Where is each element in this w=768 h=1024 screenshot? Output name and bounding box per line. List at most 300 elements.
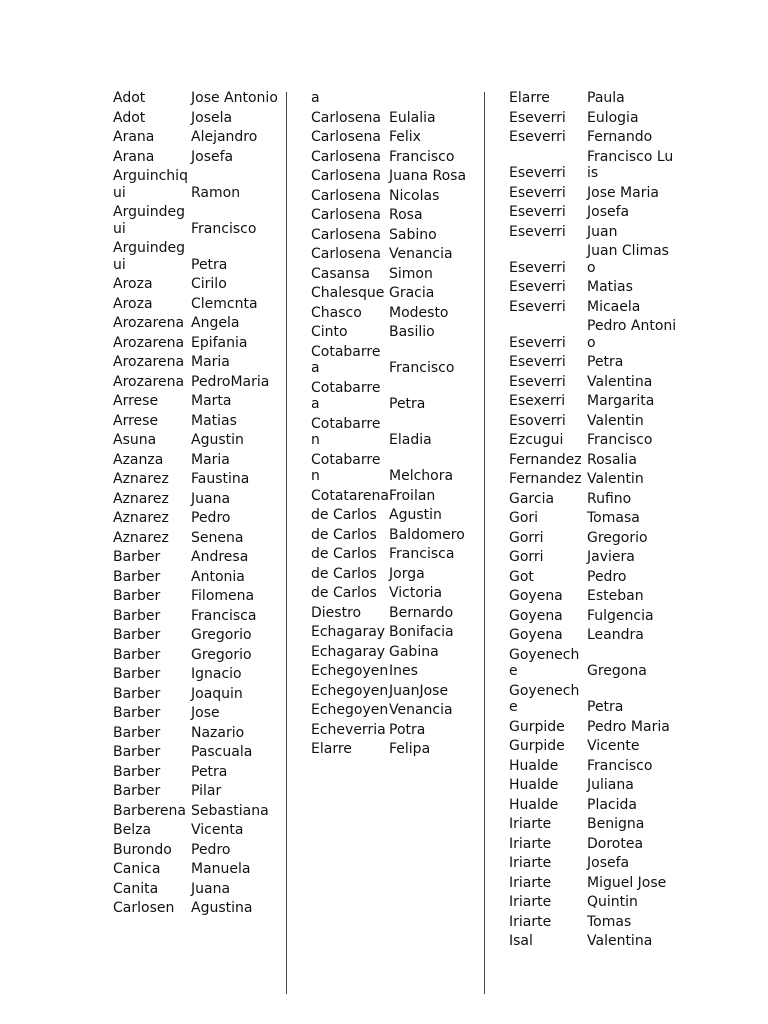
name-entry (113, 240, 281, 273)
surname: Iriarte (509, 894, 552, 910)
given-name: Dorotea (587, 835, 644, 852)
given-name: Gregorio (191, 627, 252, 643)
name-entry (311, 644, 479, 661)
given-name: Petra (191, 763, 228, 780)
given-name: Joaquin (191, 685, 243, 702)
name-column-1 (113, 90, 281, 917)
name-entry (113, 452, 281, 469)
name-entry (113, 393, 281, 410)
surname: Goyena (509, 627, 563, 643)
name-entry (509, 647, 677, 680)
name-entry (311, 452, 479, 485)
column-divider-2 (484, 92, 485, 994)
given-name: Valentin (587, 471, 644, 487)
surname: Carlosena (311, 207, 381, 223)
name-column-2 (311, 90, 479, 758)
given-name: Epifania (191, 334, 248, 351)
given-name: Fulgencia (587, 607, 654, 624)
given-name: Francisca (191, 607, 257, 624)
name-entry (113, 764, 281, 781)
name-entry (113, 861, 281, 878)
surname: Eseverri (509, 204, 566, 220)
name-entry (113, 110, 281, 127)
surname: Gori (509, 510, 539, 526)
name-entry (509, 875, 677, 892)
given-name: Valentina (587, 933, 653, 949)
surname: Barber (113, 549, 161, 565)
surname: Gorri (509, 549, 544, 565)
name-entry (113, 315, 281, 332)
surname: Carlosena (311, 246, 381, 262)
surname: Gurpide (509, 738, 565, 754)
surname: Carlosena (311, 109, 381, 126)
name-entry (113, 491, 281, 508)
name-entry (113, 530, 281, 547)
name-entry (509, 471, 677, 488)
surname: Echegoyen (311, 702, 389, 718)
surname: Gorri (509, 529, 544, 546)
given-name: Filomena (191, 588, 255, 604)
given-name: Sebastiana (191, 802, 269, 819)
surname: Arozarena (113, 373, 185, 390)
name-entry (113, 510, 281, 527)
given-name: Vicente (587, 738, 640, 754)
given-name: Pedro Maria (587, 718, 670, 735)
given-name: Agustin (191, 432, 244, 448)
surname: de Carlos (311, 546, 377, 562)
name-entry (113, 900, 281, 917)
given-name: Matias (191, 412, 237, 429)
surname: Goyena (509, 607, 563, 624)
surname: Barber (113, 705, 161, 721)
given-name: Petra (587, 699, 624, 715)
name-entry (509, 149, 677, 182)
name-entry (311, 305, 479, 322)
given-name: Jorga (389, 565, 425, 582)
name-entry (509, 683, 677, 716)
surname: de Carlos (311, 526, 377, 543)
name-entry (113, 335, 281, 352)
name-entry (509, 224, 677, 241)
surname: Eseverri (509, 184, 566, 201)
surname: Aznarez (113, 471, 169, 487)
surname: Goyena (509, 588, 563, 604)
given-name: Gregona (587, 663, 647, 679)
surname: Aroza (113, 295, 153, 312)
name-entry (311, 624, 479, 641)
name-entry (509, 758, 677, 775)
name-entry (113, 647, 281, 664)
name-entry (311, 266, 479, 283)
given-name: Micaela (587, 298, 641, 315)
given-name: Maria (191, 451, 230, 468)
name-entry (311, 741, 479, 758)
surname: Diestro (311, 604, 362, 621)
name-entry (113, 569, 281, 586)
given-name: Pilar (191, 783, 222, 799)
given-name: Margarita (587, 393, 655, 409)
surname: Cotabarrea (311, 343, 381, 376)
name-entry (509, 569, 677, 586)
name-entry (509, 738, 677, 755)
name-entry (113, 149, 281, 166)
name-entry (311, 566, 479, 583)
surname: Arguinchiqui (113, 168, 188, 201)
surname: Iriarte (509, 835, 552, 852)
surname: Arrese (113, 412, 159, 429)
given-name: Petra (587, 354, 624, 370)
given-name: Gabina (389, 643, 439, 660)
name-entry (113, 705, 281, 722)
surname: Goyeneche (509, 646, 580, 679)
name-entry (113, 354, 281, 371)
surname: Asuna (113, 432, 157, 448)
name-entry (113, 90, 281, 107)
given-name: Juana Rosa (389, 168, 467, 184)
name-entry (311, 380, 479, 413)
name-entry (113, 881, 281, 898)
name-entry (509, 510, 677, 527)
name-entry (509, 318, 677, 351)
name-entry (113, 168, 281, 201)
name-entry (113, 686, 281, 703)
given-name: Vicenta (191, 822, 244, 838)
given-name: Basilio (389, 324, 435, 340)
surname: Barber (113, 685, 161, 702)
surname: Aznarez (113, 510, 169, 526)
given-name: Esteban (587, 588, 644, 604)
given-name: Clemcnta (191, 295, 258, 312)
name-entry (113, 204, 281, 237)
given-name: Valentin (587, 412, 644, 429)
name-entry (509, 627, 677, 644)
surname: Barberena (113, 802, 186, 819)
name-entry (113, 842, 281, 859)
given-name: Antonia (191, 568, 245, 585)
surname: Cotabarrea (311, 379, 381, 412)
name-entry (113, 129, 281, 146)
surname: Chasco (311, 304, 362, 321)
name-entry (113, 471, 281, 488)
surname: Cotabarren (311, 451, 381, 484)
given-name: Miguel Jose (587, 874, 667, 891)
given-name: Juan Climaso (587, 243, 669, 276)
name-entry (311, 207, 479, 224)
surname: Barber (113, 568, 161, 585)
name-entry (509, 894, 677, 911)
name-entry (113, 666, 281, 683)
name-entry (509, 90, 677, 107)
surname: Ezcugui (509, 432, 564, 448)
surname: Casansa (311, 265, 370, 282)
given-name: Eulogia (587, 109, 639, 126)
given-name: Felix (389, 129, 421, 145)
given-name: Francisco Luis (587, 148, 674, 181)
given-name: Cirilo (191, 276, 227, 292)
surname: Echagaray (311, 624, 386, 640)
name-entry (311, 702, 479, 719)
surname: Barber (113, 588, 161, 604)
surname: Echegoyen (311, 663, 389, 679)
given-name: Rosalia (587, 451, 637, 468)
given-name: Bernardo (389, 604, 454, 621)
name-entry (113, 822, 281, 839)
given-name: Pedro (587, 568, 627, 585)
name-entry (311, 605, 479, 622)
given-name: Venancia (389, 246, 453, 262)
given-name: Ignacio (191, 666, 242, 682)
name-entry (311, 527, 479, 544)
surname: Iriarte (509, 913, 552, 930)
surname: Eseverri (509, 279, 566, 295)
surname: Arguindegui (113, 204, 185, 237)
name-entry (509, 204, 677, 221)
given-name: Jose Antonio (191, 90, 278, 106)
name-entry (311, 722, 479, 739)
surname: Cotatarena (311, 487, 389, 504)
given-name: Josela (191, 109, 233, 126)
surname: Fernandez (509, 471, 582, 487)
name-entry (509, 279, 677, 296)
given-name: Leandra (587, 627, 644, 643)
name-entry (311, 344, 479, 377)
given-name: Nazario (191, 724, 245, 741)
surname: Eseverri (509, 165, 566, 181)
surname: Eseverri (509, 109, 566, 126)
name-entry (311, 227, 479, 244)
name-entry (113, 725, 281, 742)
surname: Hualde (509, 757, 559, 774)
name-entry (311, 507, 479, 524)
given-name: Jose (191, 705, 220, 721)
name-entry (509, 413, 677, 430)
given-name: Senena (191, 529, 244, 546)
name-entry (509, 374, 677, 391)
given-name: Eulalia (389, 109, 436, 126)
surname: Aznarez (113, 490, 169, 507)
given-name: Benigna (587, 816, 645, 832)
surname: Eseverri (509, 334, 566, 351)
name-entry (509, 530, 677, 547)
surname: Elarre (509, 90, 550, 106)
name-entry (113, 276, 281, 293)
name-entry (509, 452, 677, 469)
name-entry (311, 663, 479, 680)
name-entry (509, 354, 677, 371)
given-name: Pascuala (191, 744, 253, 760)
given-name: Manuela (191, 861, 251, 877)
given-name: Fernando (587, 129, 653, 145)
given-name: Eladia (389, 432, 432, 448)
surname: Barber (113, 646, 161, 663)
given-name: Baldomero (389, 526, 465, 543)
name-entry (509, 549, 677, 566)
surname: Echagaray (311, 643, 386, 660)
given-name: Alejandro (191, 129, 258, 145)
name-entry (509, 243, 677, 276)
surname: Barber (113, 783, 161, 799)
given-name: Felipa (389, 741, 431, 757)
name-entry (311, 324, 479, 341)
surname: Cinto (311, 324, 348, 340)
surname: Isal (509, 933, 533, 949)
name-entry (509, 588, 677, 605)
given-name: Agustin (389, 507, 442, 523)
name-entry (113, 803, 281, 820)
given-name: Potra (389, 721, 426, 738)
surname: Arozarena (113, 315, 185, 331)
surname: Arozarena (113, 334, 185, 351)
surname: Arana (113, 129, 155, 145)
name-entry (113, 744, 281, 761)
given-name: Gregorio (587, 529, 648, 546)
given-name: Paula (587, 90, 625, 106)
surname: Burondo (113, 841, 172, 858)
surname: Arozarena (113, 354, 185, 370)
surname: de Carlos (311, 585, 377, 601)
given-name: Jose Maria (587, 184, 659, 201)
given-name: Francisco (191, 220, 257, 237)
given-name: Quintin (587, 894, 638, 910)
name-entry (311, 168, 479, 185)
surname: Eseverri (509, 223, 566, 240)
name-entry (311, 683, 479, 700)
surname: Barber (113, 607, 161, 624)
surname: Barber (113, 627, 161, 643)
given-name: Ramon (191, 184, 241, 201)
name-entry (509, 110, 677, 127)
surname: a (311, 90, 320, 106)
name-column-3 (509, 90, 677, 950)
given-name: Francisco (389, 148, 455, 165)
name-entry (509, 933, 677, 950)
name-entry (509, 393, 677, 410)
given-name: Juana (191, 880, 231, 897)
given-name: Placida (587, 796, 637, 813)
given-name: Rosa (389, 207, 423, 223)
surname: Carlosena (311, 129, 381, 145)
given-name: Javiera (587, 549, 635, 565)
given-name: Josefa (587, 855, 630, 871)
name-entry (113, 296, 281, 313)
given-name: Francisco (587, 757, 653, 774)
given-name: Francisca (389, 546, 455, 562)
given-name: Francisco (587, 432, 653, 448)
surname: Canita (113, 880, 159, 897)
name-entry (311, 546, 479, 563)
given-name: JuanJose (389, 682, 449, 699)
given-name: Petra (191, 256, 228, 273)
surname: Cotabarren (311, 415, 381, 448)
surname: Hualde (509, 777, 559, 793)
name-entry (113, 549, 281, 566)
surname: Esexerri (509, 393, 566, 409)
given-name: Angela (191, 315, 240, 331)
surname: Arana (113, 148, 155, 165)
name-entry (311, 110, 479, 127)
name-entry (311, 416, 479, 449)
given-name: Maria (191, 354, 230, 370)
given-name: Juliana (587, 777, 634, 793)
given-name: Valentina (587, 373, 653, 390)
given-name: Juan (587, 223, 618, 240)
given-name: Nicolas (389, 187, 440, 204)
name-entry (509, 816, 677, 833)
given-name: Pedro Antonio (587, 318, 677, 351)
surname: Canica (113, 861, 161, 877)
given-name: Simon (389, 265, 433, 282)
surname: de Carlos (311, 507, 377, 523)
surname: Carlosena (311, 187, 381, 204)
surname: Adot (113, 109, 146, 126)
given-name: Josefa (587, 204, 630, 220)
given-name: Gregorio (191, 646, 252, 663)
surname: Goyeneche (509, 682, 580, 715)
name-entry (113, 432, 281, 449)
name-entry (509, 299, 677, 316)
given-name: Sabino (389, 226, 437, 243)
name-entry (509, 129, 677, 146)
surname: Arrese (113, 393, 159, 409)
surname: Aznarez (113, 529, 169, 546)
surname: Esoverri (509, 412, 566, 429)
given-name: Juana (191, 490, 231, 507)
surname: Adot (113, 90, 146, 106)
given-name: Marta (191, 393, 232, 409)
given-name: Melchora (389, 468, 454, 484)
name-entry (311, 585, 479, 602)
surname: Iriarte (509, 855, 552, 871)
surname: Iriarte (509, 816, 552, 832)
surname: Eseverri (509, 259, 566, 276)
name-entry (509, 836, 677, 853)
given-name: Josefa (191, 148, 234, 165)
surname: Iriarte (509, 874, 552, 891)
given-name: Venancia (389, 702, 453, 718)
surname: Arguindegui (113, 240, 185, 273)
name-entry (509, 491, 677, 508)
given-name: Agustina (191, 900, 253, 916)
name-entry (113, 608, 281, 625)
name-entry (509, 777, 677, 794)
surname: Carlosena (311, 148, 381, 165)
given-name: Victoria (389, 585, 443, 601)
name-entry (311, 149, 479, 166)
name-entry (509, 797, 677, 814)
surname: Barber (113, 744, 161, 760)
given-name: Bonifacia (389, 624, 454, 640)
name-entry (311, 90, 479, 107)
name-entry (509, 608, 677, 625)
name-entry (113, 627, 281, 644)
surname: Echeverria (311, 721, 386, 738)
name-entry (113, 588, 281, 605)
surname: Aroza (113, 276, 153, 292)
name-entry (509, 914, 677, 931)
surname: Barber (113, 763, 161, 780)
surname: de Carlos (311, 565, 377, 582)
surname: Eseverri (509, 354, 566, 370)
given-name: Petra (389, 396, 426, 412)
given-name: Matias (587, 279, 633, 295)
surname: Azanza (113, 451, 164, 468)
given-name: Ines (389, 663, 418, 679)
name-entry (113, 783, 281, 800)
given-name: Pedro (191, 510, 231, 526)
name-entry (509, 855, 677, 872)
given-name: Faustina (191, 471, 250, 487)
surname: Hualde (509, 796, 559, 813)
